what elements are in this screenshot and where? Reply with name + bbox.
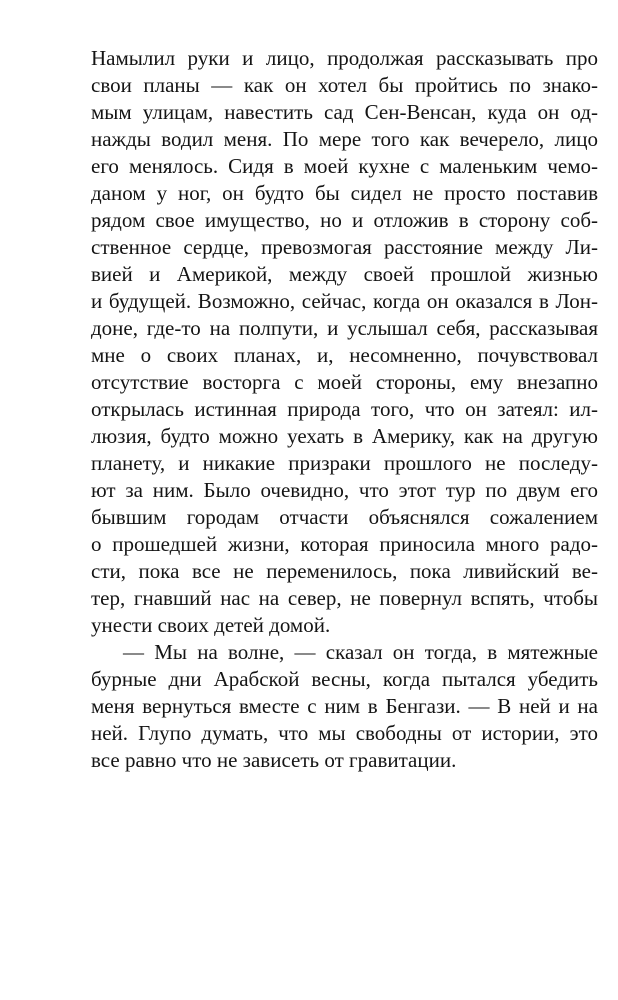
text-line: нажды водил меня. По мере того как вечерело, лицо bbox=[91, 127, 598, 151]
text-line: мне о своих планах, и, несомненно, почувствовал bbox=[91, 343, 598, 367]
text-line: отсутствие восторга с моей стороны, ему внезапно bbox=[91, 370, 598, 394]
text-line: рядом свое имущество, но и отложив в сторону соб- bbox=[91, 208, 598, 232]
paragraph-2 bbox=[91, 639, 598, 774]
text-line: ней. Глупо думать, что мы свободны от истории, это bbox=[91, 721, 598, 745]
body-text bbox=[91, 45, 598, 774]
text-line: свои планы — как он хотел бы пройтись по знако- bbox=[91, 73, 598, 97]
text-line: меня вернуться вместе с ним в Бенгази. — В ней и на bbox=[91, 694, 598, 718]
text-line: вией и Америкой, между своей прошлой жизнью bbox=[91, 262, 598, 286]
text-line: ственное сердце, превозмогая расстояние между Ли- bbox=[91, 235, 598, 259]
text-line: бывшим городам отчасти объяснялся сожалением bbox=[91, 505, 598, 529]
text-line: все равно что не зависеть от гравитации. bbox=[91, 748, 457, 772]
text-line: — Мы на волне, — сказал он тогда, в мятежные bbox=[123, 640, 598, 664]
text-line: унести своих детей домой. bbox=[91, 613, 331, 637]
text-line: сти, пока все не переменилось, пока ливийский ве- bbox=[91, 559, 598, 583]
text-line: доне, где-то на полпути, и услышал себя, рассказывая bbox=[91, 316, 598, 340]
text-line: мым улицам, навестить сад Сен-Венсан, куда он од- bbox=[91, 100, 598, 124]
text-line: и будущей. Возможно, сейчас, когда он оказался в Лон- bbox=[91, 289, 598, 313]
text-line: бурные дни Арабской весны, когда пытался убедить bbox=[91, 667, 598, 691]
text-line: ют за ним. Было очевидно, что этот тур по двум его bbox=[91, 478, 598, 502]
text-line: планету, и никакие призраки прошлого не последу- bbox=[91, 451, 598, 475]
text-line: Намылил руки и лицо, продолжая рассказывать про bbox=[91, 46, 598, 70]
text-line: его менялось. Сидя в моей кухне с маленьким чемо- bbox=[91, 154, 598, 178]
text-line: о прошедшей жизни, которая приносила много радо- bbox=[91, 532, 598, 556]
text-line: люзия, будто можно уехать в Америку, как на другую bbox=[91, 424, 598, 448]
text-line: даном у ног, он будто бы сидел не просто поставив bbox=[91, 181, 598, 205]
text-line: открылась истинная природа того, что он затеял: ил- bbox=[91, 397, 598, 421]
paragraph-1 bbox=[91, 45, 598, 639]
text-line: тер, гнавший нас на север, не повернул вспять, чтобы bbox=[91, 586, 598, 610]
